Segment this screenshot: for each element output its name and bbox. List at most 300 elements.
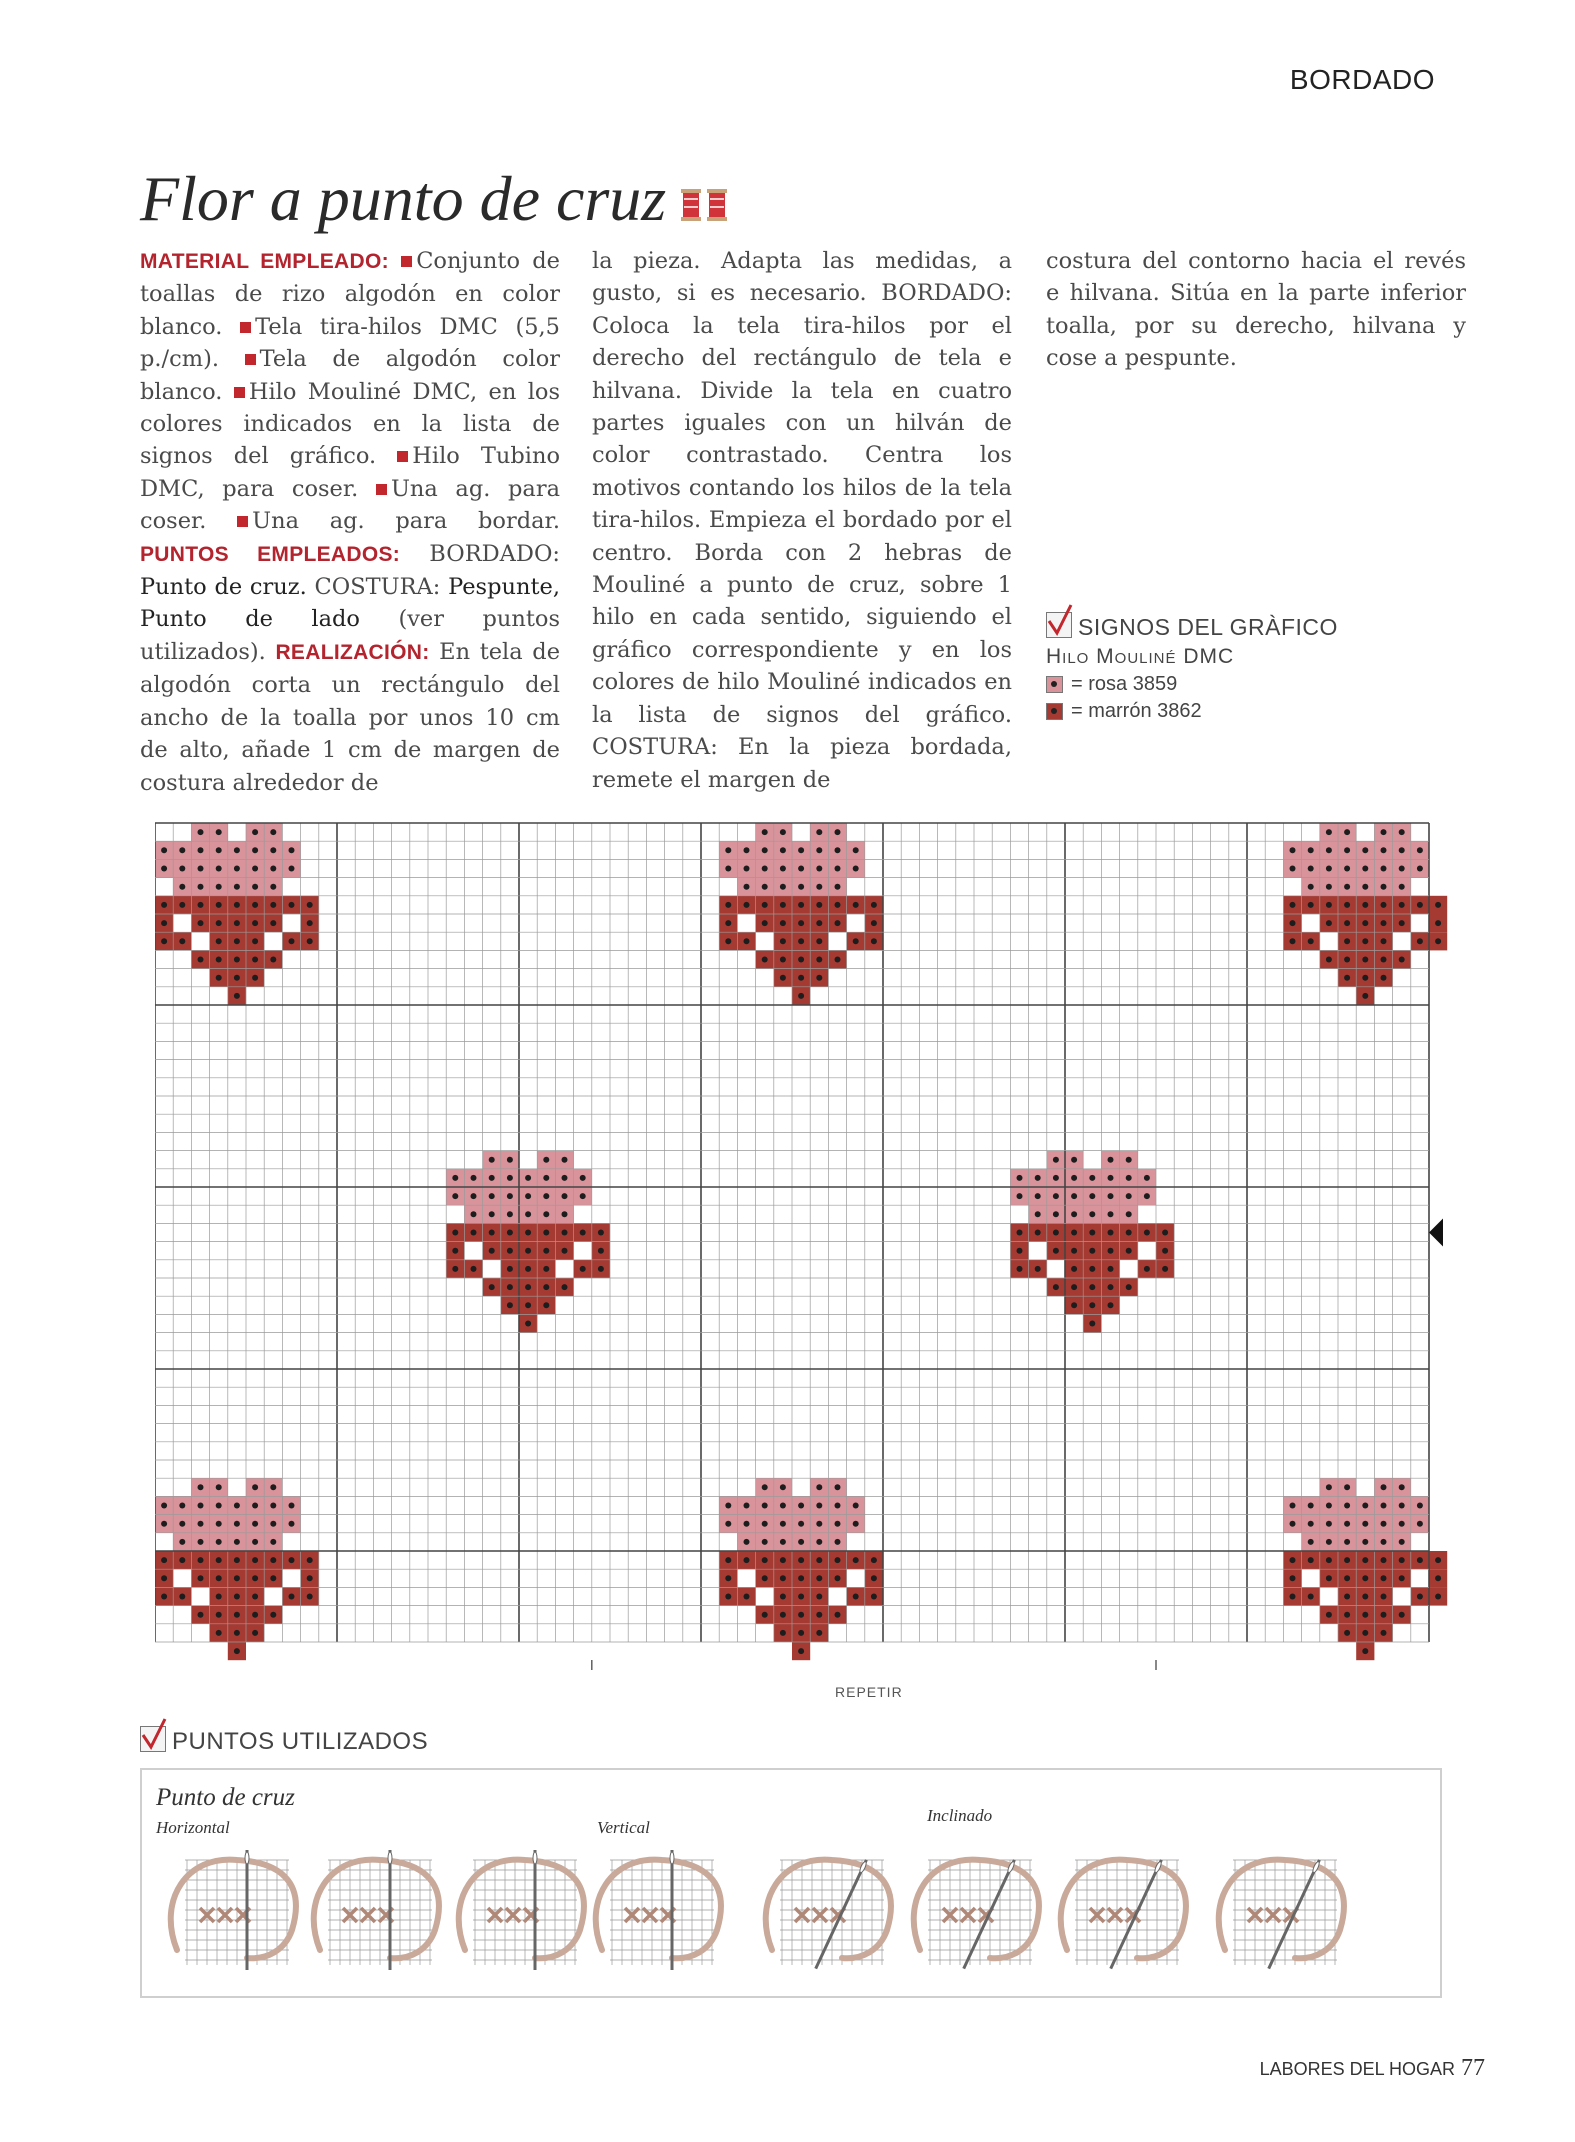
stitch-symbol <box>198 957 204 963</box>
stitch-symbol <box>216 866 222 872</box>
stitch-symbol <box>1399 1503 1405 1509</box>
stitch-symbol <box>853 1594 859 1600</box>
stitch-symbol <box>289 1521 295 1527</box>
stitch-symbol <box>471 1175 477 1181</box>
stitch-symbol <box>198 847 204 853</box>
stitch-symbol <box>1326 866 1332 872</box>
stitch-symbol <box>252 1575 258 1581</box>
stitch-symbol <box>198 1575 204 1581</box>
stitch-symbol <box>835 1503 841 1509</box>
center-arrow-right <box>1429 1219 1443 1247</box>
swatch-brown <box>1046 703 1063 720</box>
stitch-symbol <box>507 1193 513 1199</box>
stitch-symbol <box>489 1284 495 1290</box>
stitch-symbol <box>234 1612 240 1618</box>
stitch-symbol <box>762 1484 768 1490</box>
stitch-symbol <box>562 1230 568 1236</box>
stitch-symbol <box>471 1193 477 1199</box>
stitch-symbol <box>543 1193 549 1199</box>
stitch-symbol <box>471 1230 477 1236</box>
stitch-symbol <box>1381 902 1387 908</box>
stitch-symbol <box>762 957 768 963</box>
stitch-symbol <box>507 1248 513 1254</box>
puntos-label: PUNTOS EMPLEADOS: <box>140 542 401 566</box>
stitch-symbol <box>1326 920 1332 926</box>
stitch-symbol <box>1071 1157 1077 1163</box>
stitch-symbol <box>1362 1539 1368 1545</box>
stitch-symbol <box>1308 1503 1314 1509</box>
stitch-symbol <box>161 1557 167 1563</box>
stitch-symbol <box>1344 975 1350 981</box>
stitch-symbol <box>1108 1284 1114 1290</box>
stitch-symbol <box>234 866 240 872</box>
stitch-symbol <box>1035 1175 1041 1181</box>
stitch-symbol <box>835 1575 841 1581</box>
stitch-symbol <box>1108 1157 1114 1163</box>
stitch-symbol <box>816 1575 822 1581</box>
stitch-symbol <box>234 920 240 926</box>
stitch-symbol <box>1108 1302 1114 1308</box>
stitch-symbol <box>744 884 750 890</box>
stitch-symbol <box>1326 1503 1332 1509</box>
stitch-symbol <box>307 920 313 926</box>
stitch-symbol <box>1399 866 1405 872</box>
stitch-symbol <box>816 957 822 963</box>
stitch-symbol <box>252 1503 258 1509</box>
stitch-symbol <box>780 1521 786 1527</box>
stitch-symbol <box>525 1193 531 1199</box>
stitch-symbol <box>835 1612 841 1618</box>
thread-spools-icon <box>678 185 730 225</box>
stitch-symbol <box>1399 957 1405 963</box>
stitch-symbol <box>835 829 841 835</box>
bordado-label: BORDADO: <box>429 540 560 567</box>
stitch-symbol <box>1362 902 1368 908</box>
stitch-symbol <box>598 1248 604 1254</box>
stitch-diagram <box>596 1850 721 1970</box>
stitch-symbol <box>744 1539 750 1545</box>
stitch-symbol <box>744 902 750 908</box>
stitch-symbol <box>1071 1193 1077 1199</box>
stitch-symbol <box>161 938 167 944</box>
stitch-symbol <box>1381 866 1387 872</box>
stitch-symbol <box>1344 1484 1350 1490</box>
stitch-symbol <box>1362 866 1368 872</box>
stitch-symbol <box>762 1575 768 1581</box>
stitch-symbol <box>1089 1230 1095 1236</box>
stitch-symbol <box>1344 1594 1350 1600</box>
stitch-diagram <box>1219 1859 1344 1969</box>
stitch-symbol <box>762 1557 768 1563</box>
stitch-symbol <box>252 902 258 908</box>
stitch-symbol <box>543 1284 549 1290</box>
stitch-symbol <box>525 1266 531 1272</box>
stitch-symbol <box>744 1521 750 1527</box>
stitch-diagrams-box <box>140 1768 1442 1998</box>
stitch-symbol <box>1344 866 1350 872</box>
stitch-symbol <box>1290 938 1296 944</box>
stitch-symbol <box>1399 1539 1405 1545</box>
stitch-symbol <box>270 1484 276 1490</box>
stitch-symbol <box>198 1503 204 1509</box>
stitch-symbol <box>562 1175 568 1181</box>
stitch-symbol <box>1381 938 1387 944</box>
punto-cruz-text: Punto de cruz. <box>140 574 307 601</box>
stitch-symbol <box>489 1157 495 1163</box>
stitch-symbol <box>1017 1193 1023 1199</box>
stitch-symbol <box>1381 1575 1387 1581</box>
stitch-symbol <box>816 1557 822 1563</box>
stitch-symbol <box>1126 1284 1132 1290</box>
stitch-symbol <box>216 1539 222 1545</box>
stitch-symbol <box>489 1230 495 1236</box>
stitch-symbol <box>562 1193 568 1199</box>
section-label: BORDADO <box>1289 64 1435 95</box>
stitch-symbol <box>1362 1630 1368 1636</box>
stitch-symbol <box>234 1575 240 1581</box>
stitch-symbol <box>1290 902 1296 908</box>
stitch-symbol <box>161 920 167 926</box>
stitch-symbol <box>762 1539 768 1545</box>
repeat-bracket <box>592 1660 1156 1670</box>
stitch-symbol <box>252 1630 258 1636</box>
bullet-icon <box>245 354 256 365</box>
stitch-symbol <box>816 847 822 853</box>
stitch-diagram <box>314 1850 439 1970</box>
legend-title: SIGNOS DEL GRÀFICO <box>1078 614 1338 640</box>
stitch-symbol <box>1326 1557 1332 1563</box>
stitch-symbol <box>179 1521 185 1527</box>
stitch-symbol <box>1017 1175 1023 1181</box>
stitch-symbol <box>452 1230 458 1236</box>
stitch-symbol <box>1326 1575 1332 1581</box>
repeat-label: REPETIR <box>835 1684 903 1700</box>
stitch-symbol <box>725 1575 731 1581</box>
stitch-symbol <box>525 1321 531 1327</box>
stitch-symbol <box>1362 1521 1368 1527</box>
stitch-symbol <box>1071 1211 1077 1217</box>
stitch-symbol <box>762 866 768 872</box>
stitch-symbol <box>1126 1157 1132 1163</box>
stitch-symbol <box>816 938 822 944</box>
stitch-symbol <box>1290 866 1296 872</box>
stitch-symbol <box>234 938 240 944</box>
stitch-symbol <box>1089 1302 1095 1308</box>
stitch-symbol <box>780 1484 786 1490</box>
stitch-symbol <box>198 1612 204 1618</box>
stitch-symbol <box>161 1594 167 1600</box>
stitch-symbol <box>161 866 167 872</box>
stitch-symbol <box>270 1612 276 1618</box>
stitch-symbol <box>307 1557 313 1563</box>
stitch-symbol <box>798 1612 804 1618</box>
stitch-symbol <box>179 847 185 853</box>
stitch-symbol <box>1108 1193 1114 1199</box>
stitch-symbol <box>1399 1557 1405 1563</box>
stitch-symbol <box>289 938 295 944</box>
stitch-symbol <box>161 1575 167 1581</box>
stitch-symbol <box>270 957 276 963</box>
stitch-symbol <box>1399 1575 1405 1581</box>
stitch-symbol <box>1290 1521 1296 1527</box>
checkmark-icon <box>140 1726 166 1752</box>
stitch-symbol <box>835 957 841 963</box>
stitch-symbol <box>489 1211 495 1217</box>
stitch-symbol <box>816 829 822 835</box>
stitch-symbol <box>307 1594 313 1600</box>
stitch-symbol <box>1381 1612 1387 1618</box>
stitch-diagram <box>459 1850 584 1970</box>
stitch-symbol <box>1089 1284 1095 1290</box>
checkmark-icon <box>1046 612 1072 638</box>
stitch-symbol <box>1071 1284 1077 1290</box>
stitch-symbol <box>835 847 841 853</box>
stitch-symbol <box>1362 1594 1368 1600</box>
stitch-symbol <box>744 1557 750 1563</box>
stitch-symbol <box>1344 957 1350 963</box>
stitch-symbol <box>216 1594 222 1600</box>
stitch-symbol <box>489 1193 495 1199</box>
stitch-symbol <box>580 1193 586 1199</box>
stitch-symbol <box>816 1594 822 1600</box>
magazine-name: LABORES DEL HOGAR <box>1259 2059 1455 2079</box>
stitch-symbol <box>816 884 822 890</box>
stitch-symbol <box>270 884 276 890</box>
stitch-symbol <box>1071 1230 1077 1236</box>
stitch-symbol <box>307 938 313 944</box>
stitch-symbol <box>835 866 841 872</box>
stitch-symbol <box>1399 920 1405 926</box>
stitch-symbol <box>780 829 786 835</box>
stitch-symbol <box>1108 1211 1114 1217</box>
stitch-symbol <box>1362 1648 1368 1654</box>
stitch-symbol <box>1417 1503 1423 1509</box>
costura-label: COSTURA: <box>314 574 441 601</box>
stitch-symbol <box>252 866 258 872</box>
stitch-symbol <box>744 1594 750 1600</box>
stitch-symbol <box>744 1503 750 1509</box>
stitch-symbol <box>1053 1175 1059 1181</box>
stitch-symbol <box>525 1230 531 1236</box>
stitch-symbol <box>816 866 822 872</box>
stitch-symbol <box>780 938 786 944</box>
stitch-symbol <box>798 1575 804 1581</box>
stitch-symbol <box>179 1503 185 1509</box>
text-column-2: la pieza. Adapta las medidas, a gusto, si es necesario. BORDADO: Coloca la tela tira-hilos por el derecho del rectángulo de tela e hilvana. Divide la tela en cuatro partes iguales con un hilván de color contrastado. Centra los motivos contando los hilos de la tela tira-hilos. Empieza el bordado por el centro. Borda con 2 hebras de Mouliné a punto de cruz, sobre 1 hilo en cada sentido, siguiendo el gráfico correspondiente y en los colores de hilo Mouliné indicados en la lista de signos del gráfico. COSTURA: En la pieza bordada, remete el margen de <box>592 248 1012 793</box>
stitch-symbol <box>452 1248 458 1254</box>
stitch-symbol <box>871 1594 877 1600</box>
stitch-symbol <box>543 1211 549 1217</box>
stitch-symbol <box>198 829 204 835</box>
bullet-icon <box>401 256 412 267</box>
stitch-symbol <box>1071 1248 1077 1254</box>
stitch-symbol <box>1344 902 1350 908</box>
stitch-symbol <box>1089 1321 1095 1327</box>
stitch-symbol <box>1290 1503 1296 1509</box>
page-footer <box>1260 2055 1485 2082</box>
stitch-symbol <box>1326 1612 1332 1618</box>
bullet-icon <box>397 451 408 462</box>
stitch-symbol <box>816 1521 822 1527</box>
stitch-symbol <box>216 847 222 853</box>
legend-item <box>1046 700 1406 723</box>
stitch-symbol <box>1417 1557 1423 1563</box>
stitch-symbol <box>234 1521 240 1527</box>
stitch-symbol <box>198 1557 204 1563</box>
stitch-symbol <box>216 1557 222 1563</box>
stitch-symbol <box>725 1557 731 1563</box>
stitch-symbol <box>1362 957 1368 963</box>
stitch-symbol <box>1344 1575 1350 1581</box>
stitch-symbol <box>562 1284 568 1290</box>
stitch-symbol <box>1417 902 1423 908</box>
stitch-symbol <box>1308 1594 1314 1600</box>
stitch-symbol <box>1417 866 1423 872</box>
stitch-symbol <box>1435 1575 1441 1581</box>
stitch-symbol <box>780 1594 786 1600</box>
stitch-symbol <box>270 829 276 835</box>
stitch-symbol <box>234 1594 240 1600</box>
stitch-symbol <box>270 1503 276 1509</box>
stitch-symbol <box>507 1266 513 1272</box>
stitch-symbol <box>543 1248 549 1254</box>
stitch-symbol <box>1053 1193 1059 1199</box>
stitch-symbol <box>179 884 185 890</box>
stitch-diagram <box>171 1850 296 1970</box>
stitch-symbol <box>1399 1484 1405 1490</box>
stitch-symbol <box>835 920 841 926</box>
stitch-symbol <box>816 1539 822 1545</box>
stitch-symbol <box>1035 1230 1041 1236</box>
stitch-symbol <box>798 1557 804 1563</box>
stitch-symbol <box>1381 1484 1387 1490</box>
stitch-symbol <box>780 1612 786 1618</box>
stitch-symbol <box>1417 938 1423 944</box>
stitch-symbol <box>1071 1302 1077 1308</box>
stitch-symbol <box>1308 1539 1314 1545</box>
stitch-symbol <box>252 884 258 890</box>
stitches-title-text: PUNTOS UTILIZADOS <box>172 1728 429 1755</box>
stitch-symbol <box>1308 866 1314 872</box>
stitches-section-title <box>140 1726 428 1756</box>
stitch-symbol <box>1071 1266 1077 1272</box>
stitch-symbol <box>1144 1266 1150 1272</box>
stitch-symbol <box>835 884 841 890</box>
stitch-symbol <box>270 1539 276 1545</box>
stitch-symbol <box>216 1575 222 1581</box>
material-label: MATERIAL EMPLEADO: <box>140 250 389 273</box>
stitch-symbol <box>871 938 877 944</box>
stitch-symbol <box>289 1557 295 1563</box>
stitch-symbol <box>798 866 804 872</box>
stitch-symbol <box>871 1557 877 1563</box>
stitch-symbol <box>452 1266 458 1272</box>
stitch-symbol <box>234 902 240 908</box>
stitch-symbol <box>1126 1193 1132 1199</box>
stitch-symbol <box>1344 1612 1350 1618</box>
stitch-symbol <box>598 1230 604 1236</box>
stitch-symbol <box>1308 1557 1314 1563</box>
stitch-symbol <box>252 1521 258 1527</box>
material-item: Una ag. para coser. <box>140 475 560 535</box>
stitch-symbol <box>161 1503 167 1509</box>
stitch-symbol <box>762 829 768 835</box>
stitch-symbol <box>1344 847 1350 853</box>
material-item: Tela de algodón color blanco. <box>140 346 560 405</box>
stitch-symbol <box>780 1630 786 1636</box>
stitch-symbol <box>216 1612 222 1618</box>
stitch-symbol <box>234 1503 240 1509</box>
stitch-symbol <box>798 1630 804 1636</box>
legend-item-label: = marrón 3862 <box>1071 700 1202 722</box>
stitch-symbol <box>1399 1521 1405 1527</box>
stitch-symbol <box>1344 829 1350 835</box>
stitch-symbol <box>580 1266 586 1272</box>
stitch-symbol <box>1053 1284 1059 1290</box>
stitch-symbol <box>725 1594 731 1600</box>
stitch-symbol <box>1162 1266 1168 1272</box>
stitch-symbol <box>1344 884 1350 890</box>
stitch-symbol <box>543 1175 549 1181</box>
stitch-diagram <box>1061 1859 1186 1969</box>
stitch-symbol <box>1108 1175 1114 1181</box>
stitch-symbol <box>1144 1230 1150 1236</box>
stitch-symbol <box>543 1266 549 1272</box>
stitch-symbol <box>725 902 731 908</box>
stitch-symbol <box>307 902 313 908</box>
stitch-symbol <box>507 1157 513 1163</box>
stitch-symbol <box>179 1594 185 1600</box>
stitch-symbol <box>270 920 276 926</box>
stitch-symbol <box>835 1539 841 1545</box>
stitch-symbol <box>198 866 204 872</box>
pespunte-text: Pespunte, <box>448 574 560 601</box>
stitch-symbol <box>744 866 750 872</box>
stitch-symbol <box>1290 920 1296 926</box>
stitch-symbol <box>1381 1503 1387 1509</box>
stitch-symbol <box>1344 1630 1350 1636</box>
stitch-symbol <box>1381 1594 1387 1600</box>
stitch-symbol <box>270 1575 276 1581</box>
stitch-symbol <box>816 920 822 926</box>
stitch-symbol <box>1381 1521 1387 1527</box>
stitch-symbol <box>1399 884 1405 890</box>
stitch-symbol <box>835 902 841 908</box>
legend-item <box>1046 673 1406 696</box>
legend-title-row <box>1046 612 1406 641</box>
stitch-symbol <box>198 920 204 926</box>
stitch-symbol <box>252 1557 258 1563</box>
stitch-symbol <box>1108 1266 1114 1272</box>
legend-subtitle: Hilo Mouliné DMC <box>1046 645 1235 668</box>
stitch-symbol <box>452 1175 458 1181</box>
stitch-symbol <box>471 1266 477 1272</box>
stitch-symbol <box>198 902 204 908</box>
stitch-symbol <box>598 1266 604 1272</box>
stitch-symbol <box>543 1230 549 1236</box>
stitch-symbol <box>1399 829 1405 835</box>
stitch-symbol <box>853 1521 859 1527</box>
stitch-symbol <box>507 1230 513 1236</box>
stitch-symbol <box>1362 1575 1368 1581</box>
stitch-symbol <box>1126 1175 1132 1181</box>
stitch-symbol <box>780 957 786 963</box>
stitch-symbol <box>1089 1266 1095 1272</box>
stitch-symbol <box>252 938 258 944</box>
inclinado-label: Inclinado <box>927 1806 993 1825</box>
stitch-symbol <box>1417 1594 1423 1600</box>
stitch-symbol <box>780 1575 786 1581</box>
